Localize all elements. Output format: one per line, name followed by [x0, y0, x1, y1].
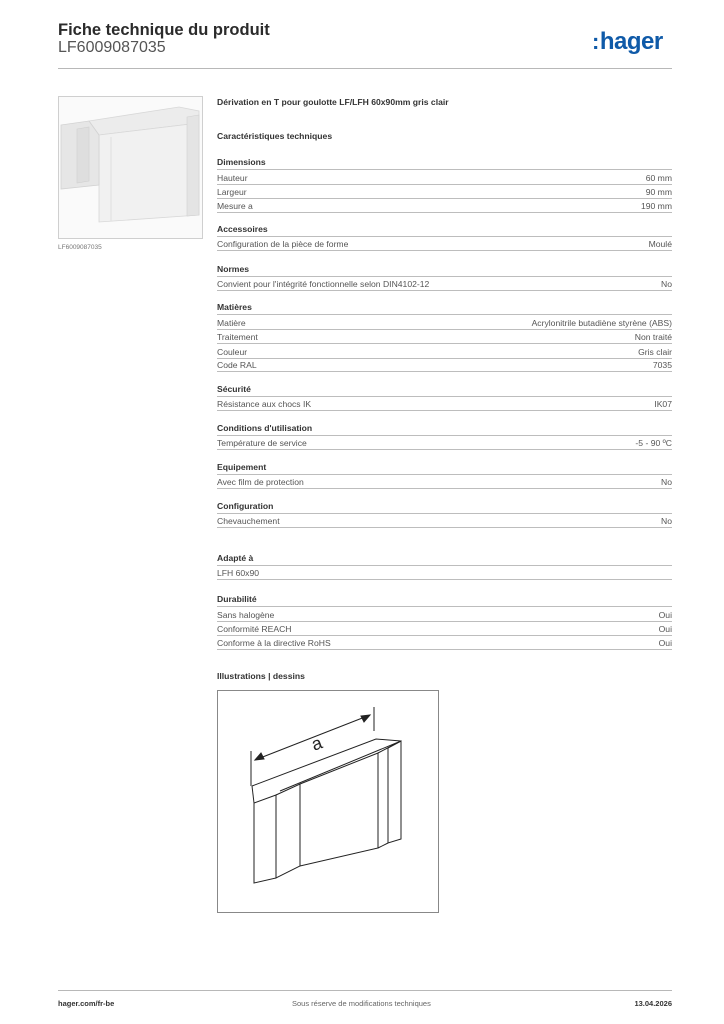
- spec-row: [217, 396, 672, 411]
- section-title: Conditions d'utilisation: [217, 423, 313, 433]
- spec-value: No: [661, 476, 672, 487]
- spec-label: Convient pour l'intégrité fonctionnelle selon DIN4102-12: [217, 278, 430, 289]
- spec-row: [217, 474, 672, 489]
- spec-row: [217, 358, 672, 373]
- spec-row: [217, 276, 672, 291]
- photo-caption: LF6009087035: [58, 244, 102, 251]
- section-title: Durabilité: [217, 594, 257, 604]
- spec-row: [217, 198, 672, 213]
- spec-row: [217, 184, 672, 199]
- spec-label: Configuration de la pièce de forme: [217, 238, 349, 249]
- spec-label: Mesure a: [217, 200, 253, 211]
- spec-row: [217, 565, 672, 580]
- spec-row: [217, 513, 672, 528]
- spec-value: -5 - 90 ºC: [635, 437, 672, 448]
- section-title: Accessoires: [217, 224, 268, 234]
- spec-value: 190 mm: [640, 200, 672, 211]
- section-title: Configuration: [217, 501, 274, 511]
- spec-value: Oui: [658, 624, 672, 635]
- spec-label: Chevauchement: [217, 515, 280, 526]
- spec-label: Matière: [217, 317, 246, 328]
- spec-label: LFH 60x90: [217, 567, 260, 578]
- product-photo-image: [59, 97, 202, 238]
- spec-row: [217, 343, 672, 358]
- product-reference: LF6009087035: [58, 39, 166, 56]
- spec-value: Moulé: [648, 238, 672, 249]
- brand-name: hager: [599, 28, 663, 55]
- section-title: Normes: [217, 264, 249, 274]
- section-title: Matières: [217, 302, 252, 312]
- spec-value: Gris clair: [638, 346, 672, 357]
- footer-date: 13.04.2026: [634, 999, 672, 1008]
- header-divider: [58, 68, 672, 69]
- spec-value: Non traité: [634, 332, 672, 343]
- spec-value: No: [661, 278, 672, 289]
- characteristics-heading: Caractéristiques techniques: [217, 131, 333, 141]
- spec-row: [217, 314, 672, 329]
- spec-label: Traitement: [217, 332, 258, 343]
- spec-row: [217, 329, 672, 344]
- spec-value: Acrylonitrile butadiène styrène (ABS): [531, 317, 672, 328]
- spec-row: [217, 169, 672, 184]
- spec-label: Largeur: [217, 187, 247, 198]
- spec-value: Oui: [658, 609, 672, 620]
- spec-value: 90 mm: [645, 187, 672, 198]
- spec-row: [217, 435, 672, 450]
- spec-label: Conforme à la directive RoHS: [217, 637, 331, 648]
- spec-row: [217, 236, 672, 251]
- spec-label: Avec film de protection: [217, 476, 304, 487]
- spec-label: Couleur: [217, 346, 248, 357]
- section-title: Dimensions: [217, 157, 266, 167]
- spec-value: 7035: [652, 360, 672, 371]
- section-title: Adapté à: [217, 553, 254, 563]
- hager-logo: :hager: [592, 28, 663, 55]
- spec-label: Température de service: [217, 437, 307, 448]
- product-photo: [58, 96, 203, 239]
- spec-label: Sans halogène: [217, 609, 275, 620]
- spec-row: [217, 606, 672, 621]
- footer-website[interactable]: hager.com/fr-be: [58, 999, 115, 1008]
- footer-divider: [58, 990, 672, 991]
- section-title: Equipement: [217, 462, 267, 472]
- spec-value: IK07: [654, 398, 672, 409]
- spec-label: Code RAL: [217, 360, 257, 371]
- spec-label: Résistance aux chocs IK: [217, 398, 312, 409]
- section-title: Sécurité: [217, 384, 251, 394]
- spec-value: Oui: [658, 637, 672, 648]
- page-title: Fiche technique du produit: [58, 21, 270, 39]
- spec-row: [217, 635, 672, 650]
- spec-label: Conformité REACH: [217, 624, 292, 635]
- illustrations-heading: Illustrations | dessins: [217, 671, 305, 681]
- footer-notice: Sous réserve de modifications techniques: [292, 999, 431, 1008]
- technical-drawing-svg: [218, 691, 438, 912]
- spec-label: Hauteur: [217, 172, 248, 183]
- technical-drawing: [217, 690, 439, 913]
- spec-row: [217, 621, 672, 636]
- dimension-label-a: a: [308, 732, 325, 755]
- spec-value: 60 mm: [645, 172, 672, 183]
- product-title: Dérivation en T pour goulotte LF/LFH 60x90mm gris clair: [217, 97, 449, 107]
- spec-value: No: [661, 515, 672, 526]
